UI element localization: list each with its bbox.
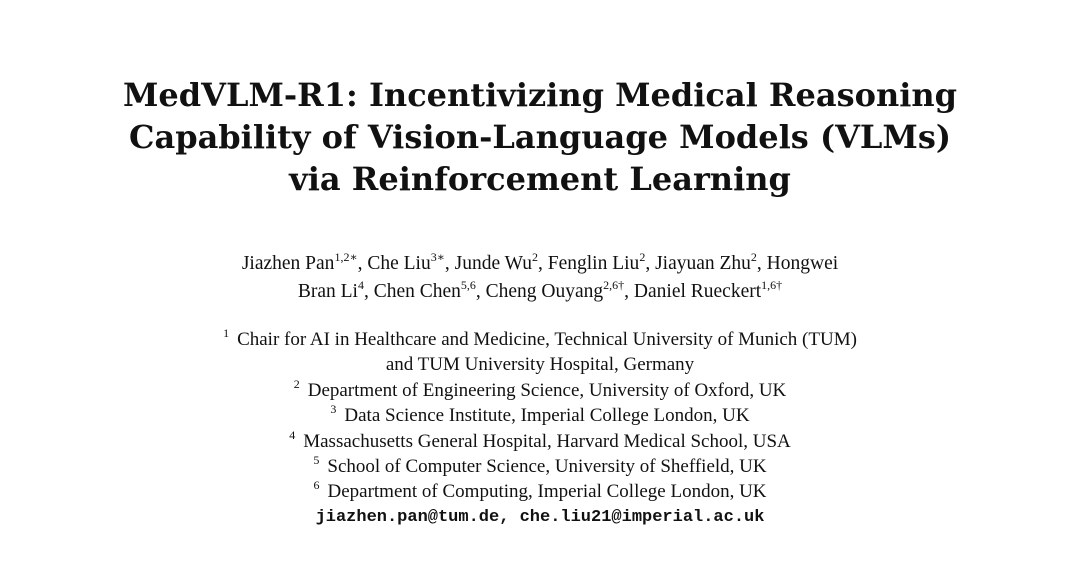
affiliation: $^4$ Massachusetts General Hospital, Harvard Medical School, USA (289, 427, 791, 452)
title-line: Capability of Vision-Language Models (VLMs) (128, 118, 951, 156)
author-name-part: Hongwei (766, 253, 839, 274)
affiliation: $^2$ Department of Engineering Science, University of Oxford, UK (293, 376, 787, 401)
author-list (0, 250, 1080, 306)
author-affiliation-mark: 1,6† (761, 278, 783, 292)
author: Fenglin Liu$^2$ (547, 250, 646, 274)
author: Daniel Rueckert$^{1,6\dagger}$ (633, 278, 783, 302)
author: Bran Li$^4$ (297, 278, 364, 302)
title-line: MedVLM-R1: Incentivizing Medical Reasoning (122, 76, 958, 114)
affiliation: $^6$ Department of Computing, Imperial College London, UK (313, 478, 767, 503)
contact-emails[interactable]: jiazhen.pan@tum.de, che.liu21@imperial.ac.uk (315, 507, 765, 527)
author: Junde Wu$^2$ (454, 250, 539, 274)
affiliation-number: 5 (313, 453, 320, 468)
author: Cheng Ouyang$^{2,6\dagger}$ (485, 278, 625, 302)
author-affiliation-mark: 5,6 (460, 278, 476, 292)
author-affiliation-mark: 2 (750, 250, 757, 264)
affiliation-list (0, 327, 1080, 530)
affiliation: $^5$ School of Computer Science, University of Sheffield, UK (313, 453, 767, 478)
affiliation-number: 3 (330, 402, 337, 417)
author-affiliation-mark: 2,6† (603, 278, 625, 292)
author: Che Liu$^{3∗}$ (367, 250, 445, 274)
author: Chen Chen$^{5,6}$ (373, 278, 476, 302)
affiliation-number: 2 (293, 376, 300, 391)
affiliation-number: 1 (223, 326, 230, 340)
author-line-2: Bran Li$^4$, Chen Chen$^{5,6}$, Cheng Ouyang$^{2,6\dagger}$, Daniel Rueckert$^{1,6\dagger}$ (297, 278, 783, 302)
affiliation: $^1$ Chair for AI in Healthcare and Medicine, Technical University of Munich (TUM) (223, 326, 857, 350)
author-affiliation-mark: 4 (357, 278, 364, 292)
affiliation-number: 6 (313, 478, 320, 493)
title-line: via Reinforcement Learning (289, 160, 791, 198)
affiliation-number: 4 (289, 427, 296, 442)
author-affiliation-mark: 2 (639, 250, 646, 264)
affiliation: $^3$ Data Science Institute, Imperial College London, UK (330, 402, 750, 427)
paper-title (0, 74, 1080, 200)
author-affiliation-mark: 1,2∗ (334, 250, 358, 264)
author-affiliation-mark: 2 (532, 250, 539, 264)
author: Jiayuan Zhu$^2$ (655, 250, 757, 274)
author-line-1: Jiazhen Pan$^{1,2∗}$, Che Liu$^{3∗}$, Junde Wu$^2$, Fenglin Liu$^2$, Jiayuan Zhu$^2$, Hongwei (241, 250, 839, 274)
author-affiliation-mark: 3∗ (430, 250, 445, 264)
author: Jiazhen Pan$^{1,2∗}$ (241, 250, 358, 274)
affiliation-continuation: and TUM University Hospital, Germany (385, 354, 695, 376)
